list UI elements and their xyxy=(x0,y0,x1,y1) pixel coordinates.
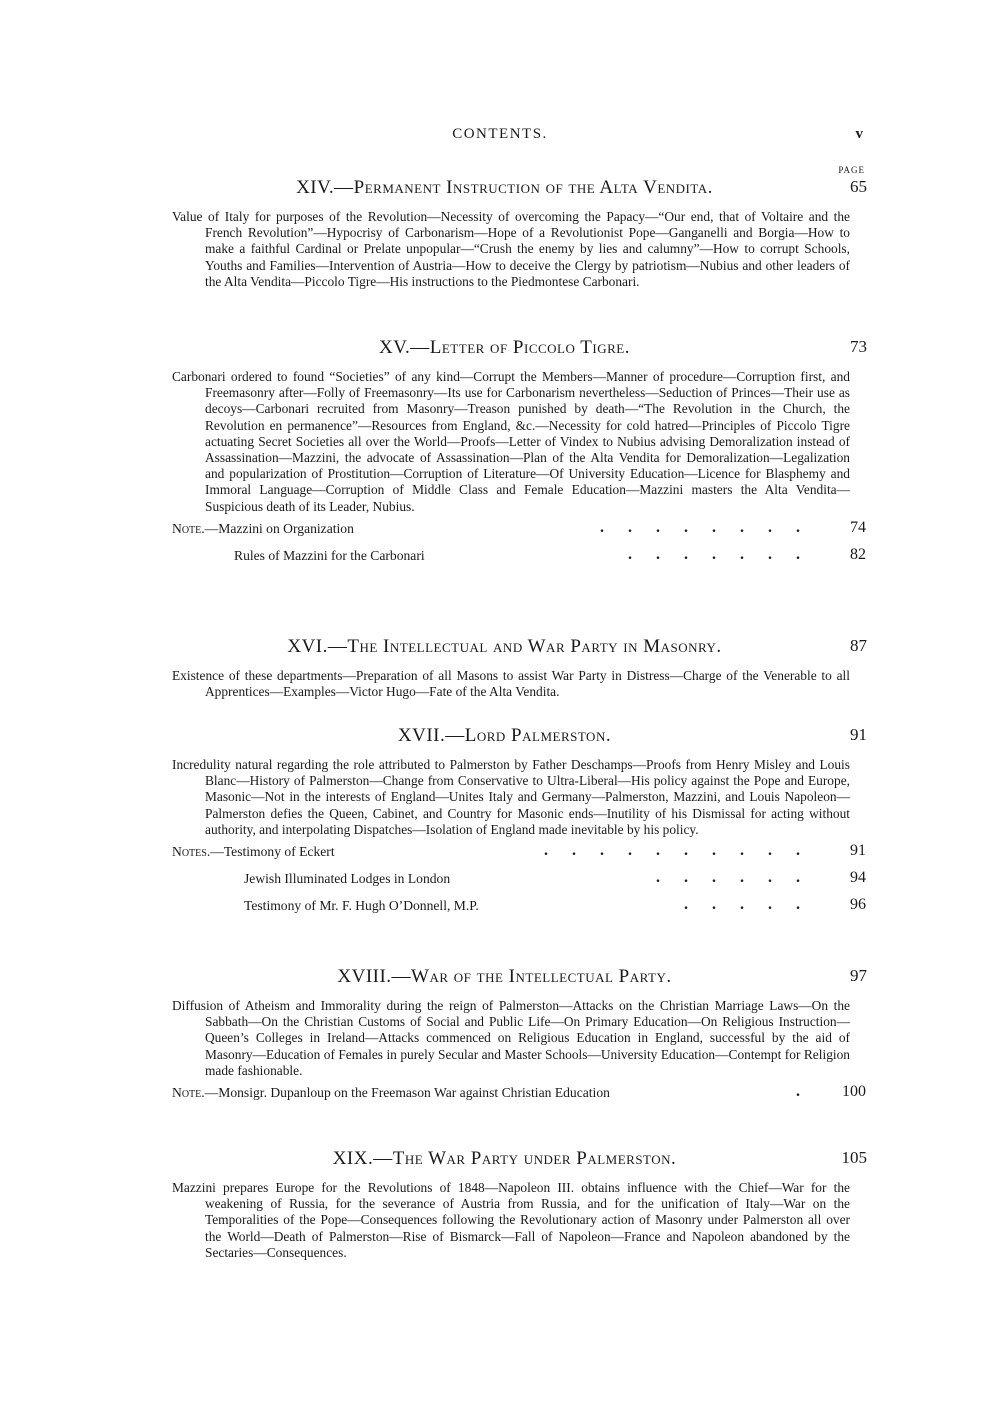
leader-dots: .......... xyxy=(544,842,824,860)
note-page-number: 100 xyxy=(842,1083,866,1101)
note-line xyxy=(172,842,866,865)
leader-dots: ........ xyxy=(600,518,824,536)
leader-dots: ....... xyxy=(628,545,824,563)
running-head xyxy=(0,126,1000,148)
chapter-heading xyxy=(172,177,867,201)
chapter-xix xyxy=(172,1148,867,1261)
chapter-title: XVIII.—War of the Intellectual Party. xyxy=(337,966,672,987)
note-line xyxy=(172,869,866,892)
note-line xyxy=(172,518,866,542)
chapter-page-number: 65 xyxy=(850,177,867,196)
chapter-summary: Diffusion of Atheism and Immorality during the reign of Palmerston—Attacks on the Christian Marriage Laws—On the Sabbath—On the Christian Customs of Social and Public Life—On Primary Education—On Religious Instruction—Queen’s Colleges in Ireland—Attacks commenced on Religious Education in England, successful by the aid of Masonry—Education of Females in purely Secular and Master Schools—University Education—Contempt for Religion made fashionable. xyxy=(172,998,850,1078)
note-line xyxy=(172,896,866,919)
chapter-title: XV.—Letter of Piccolo Tigre. xyxy=(379,337,630,358)
chapter-summary: Mazzini prepares Europe for the Revolutions of 1848—Napoleon III. obtains influence with the Chief—War for the weakening of Russia, for the severance of Austria from Russia, and for the unification of Italy—War on the Temporalities of the Pope—Consequences following the Revolutionary action of Masonry under Palmerston all over the World—Death of Palmerston—Rise of Bismarck—Fall of Napoleon—France and Napoleon abandoned by the Sectaries—Consequences. xyxy=(172,1180,850,1260)
running-title: CONTENTS. xyxy=(452,126,548,142)
chapter-xiv xyxy=(172,177,867,290)
note-text: Testimony of Mr. F. Hugh O’Donnell, M.P. xyxy=(244,898,479,914)
leader-dots: ...... xyxy=(656,869,824,887)
chapter-page-number: 105 xyxy=(841,1148,867,1167)
chapter-page-number: 87 xyxy=(850,636,867,655)
note-line xyxy=(172,1083,866,1106)
note-label: Note.— xyxy=(172,520,219,536)
note-label: Notes.— xyxy=(172,844,224,860)
chapter-summary: Existence of these departments—Preparation of all Masons to assist War Party in Distress—Charge of the Venerable to all Apprentices—Examples—Victor Hugo—Fate of the Alta Vendita. xyxy=(172,668,850,700)
chapter-title: XVI.—The Intellectual and War Party in Masonry. xyxy=(287,636,722,657)
note-text: Testimony of Eckert xyxy=(223,844,335,860)
chapter-summary: Carbonari ordered to found “Societies” of any kind—Corrupt the Members—Manner of procedure—Corruption first, and Freemasonry after—Folly of Freemasonry—Its use for Carbonarism nevertheless—Seduction of Princes—Their use as decoys—Carbonari recruited from Masonry—Treason punished by death—“The Revolution in the Church, the Revolution en permanence”—Resources from England, &c.—Necessity for cold hatred—Principles of Piccolo Tigre actuating Secret Societies all over the World—Proofs—Letter of Vindex to Nubius advising Demoralization instead of Assassination—Mazzini, the advocate of Assassination—Plan of the Alta Vendita for Demoralization—Legalization and popularization of Prostitution—Corruption of Literature—Of University Education—Licence for Blasphemy and Immoral Language—Corruption of Middle Class and Female Education—Mazzini masters the Alta Vendita—Suspicious death of its Leader, Nubius. xyxy=(172,369,850,514)
chapter-xv xyxy=(172,337,867,569)
chapter-title: XIV.—Permanent Instruction of the Alta Vendita. xyxy=(296,177,713,198)
note-text: Mazzini on Organization xyxy=(218,520,354,536)
note-page-number: 96 xyxy=(850,896,866,914)
chapter-heading xyxy=(172,636,867,660)
chapter-xvi xyxy=(172,636,867,700)
note-page-number: 82 xyxy=(850,545,866,563)
chapter-heading xyxy=(172,337,867,361)
chapter-page-number: 91 xyxy=(850,725,867,744)
chapter-summary: Value of Italy for purposes of the Revolution—Necessity of overcoming the Papacy—“Our end, that of Voltaire and the French Revolution”—Hypocrisy of Carbonarism—Hope of a Revolutionist Pope—Ganganelli and Borgia—How to make a faithful Cardinal or Prelate unpopular—“Crush the enemy by lies and calumny”—How to corrupt Schools, Youths and Families—Intervention of Austria—How to deceive the Clergy by patriotism—Nubius and other leaders of the Alta Vendita—Piccolo Tigre—His instructions to the Piedmontese Carbonari. xyxy=(172,209,850,289)
chapter-page-number: 97 xyxy=(850,966,867,985)
note-page-number: 91 xyxy=(850,842,866,860)
note-text: Rules of Mazzini for the Carbonari xyxy=(234,547,425,563)
note-page-number: 74 xyxy=(850,518,866,536)
chapter-heading xyxy=(172,1148,867,1172)
chapter-xviii xyxy=(172,966,867,1106)
note-page-number: 94 xyxy=(850,869,866,887)
note-text: Jewish Illuminated Lodges in London xyxy=(244,871,451,887)
note-entry xyxy=(172,521,354,537)
chapter-heading xyxy=(172,725,867,749)
note-line xyxy=(172,545,866,569)
page-column-label: PAGE xyxy=(838,165,865,175)
page-number: v xyxy=(855,126,863,142)
chapter-title: XIX.—The War Party under Palmerston. xyxy=(332,1148,677,1169)
leader-dots: ..... xyxy=(684,896,824,914)
note-entry xyxy=(172,844,335,860)
chapter-xvii xyxy=(172,725,867,919)
note-label: Note.— xyxy=(172,1085,219,1101)
chapter-page-number: 73 xyxy=(850,337,867,356)
leader-dots: . xyxy=(796,1083,824,1101)
chapter-heading xyxy=(172,966,867,990)
chapter-title: XVII.—Lord Palmerston. xyxy=(397,725,612,746)
note-entry xyxy=(172,1085,610,1101)
chapter-summary: Incredulity natural regarding the role attributed to Palmerston by Father Deschamps—Proofs from Henry Misley and Louis Blanc—History of Palmerston—Change from Conservative to Ultra-Liberal—His policy against the Pope and Europe, Masonic—Not in the interests of England—Unites Italy and Germany—Palmerston, Mazzini, and Louis Napoleon—Palmerston defies the Queen, Cabinet, and Country for Masonic ends—Inutility of his Dismissal for acting without authority, and interpolating Dispatches—Isolation of England made inevitable by his policy. xyxy=(172,757,850,837)
note-text: Monsigr. Dupanloup on the Freemason War against Christian Education xyxy=(218,1085,610,1101)
